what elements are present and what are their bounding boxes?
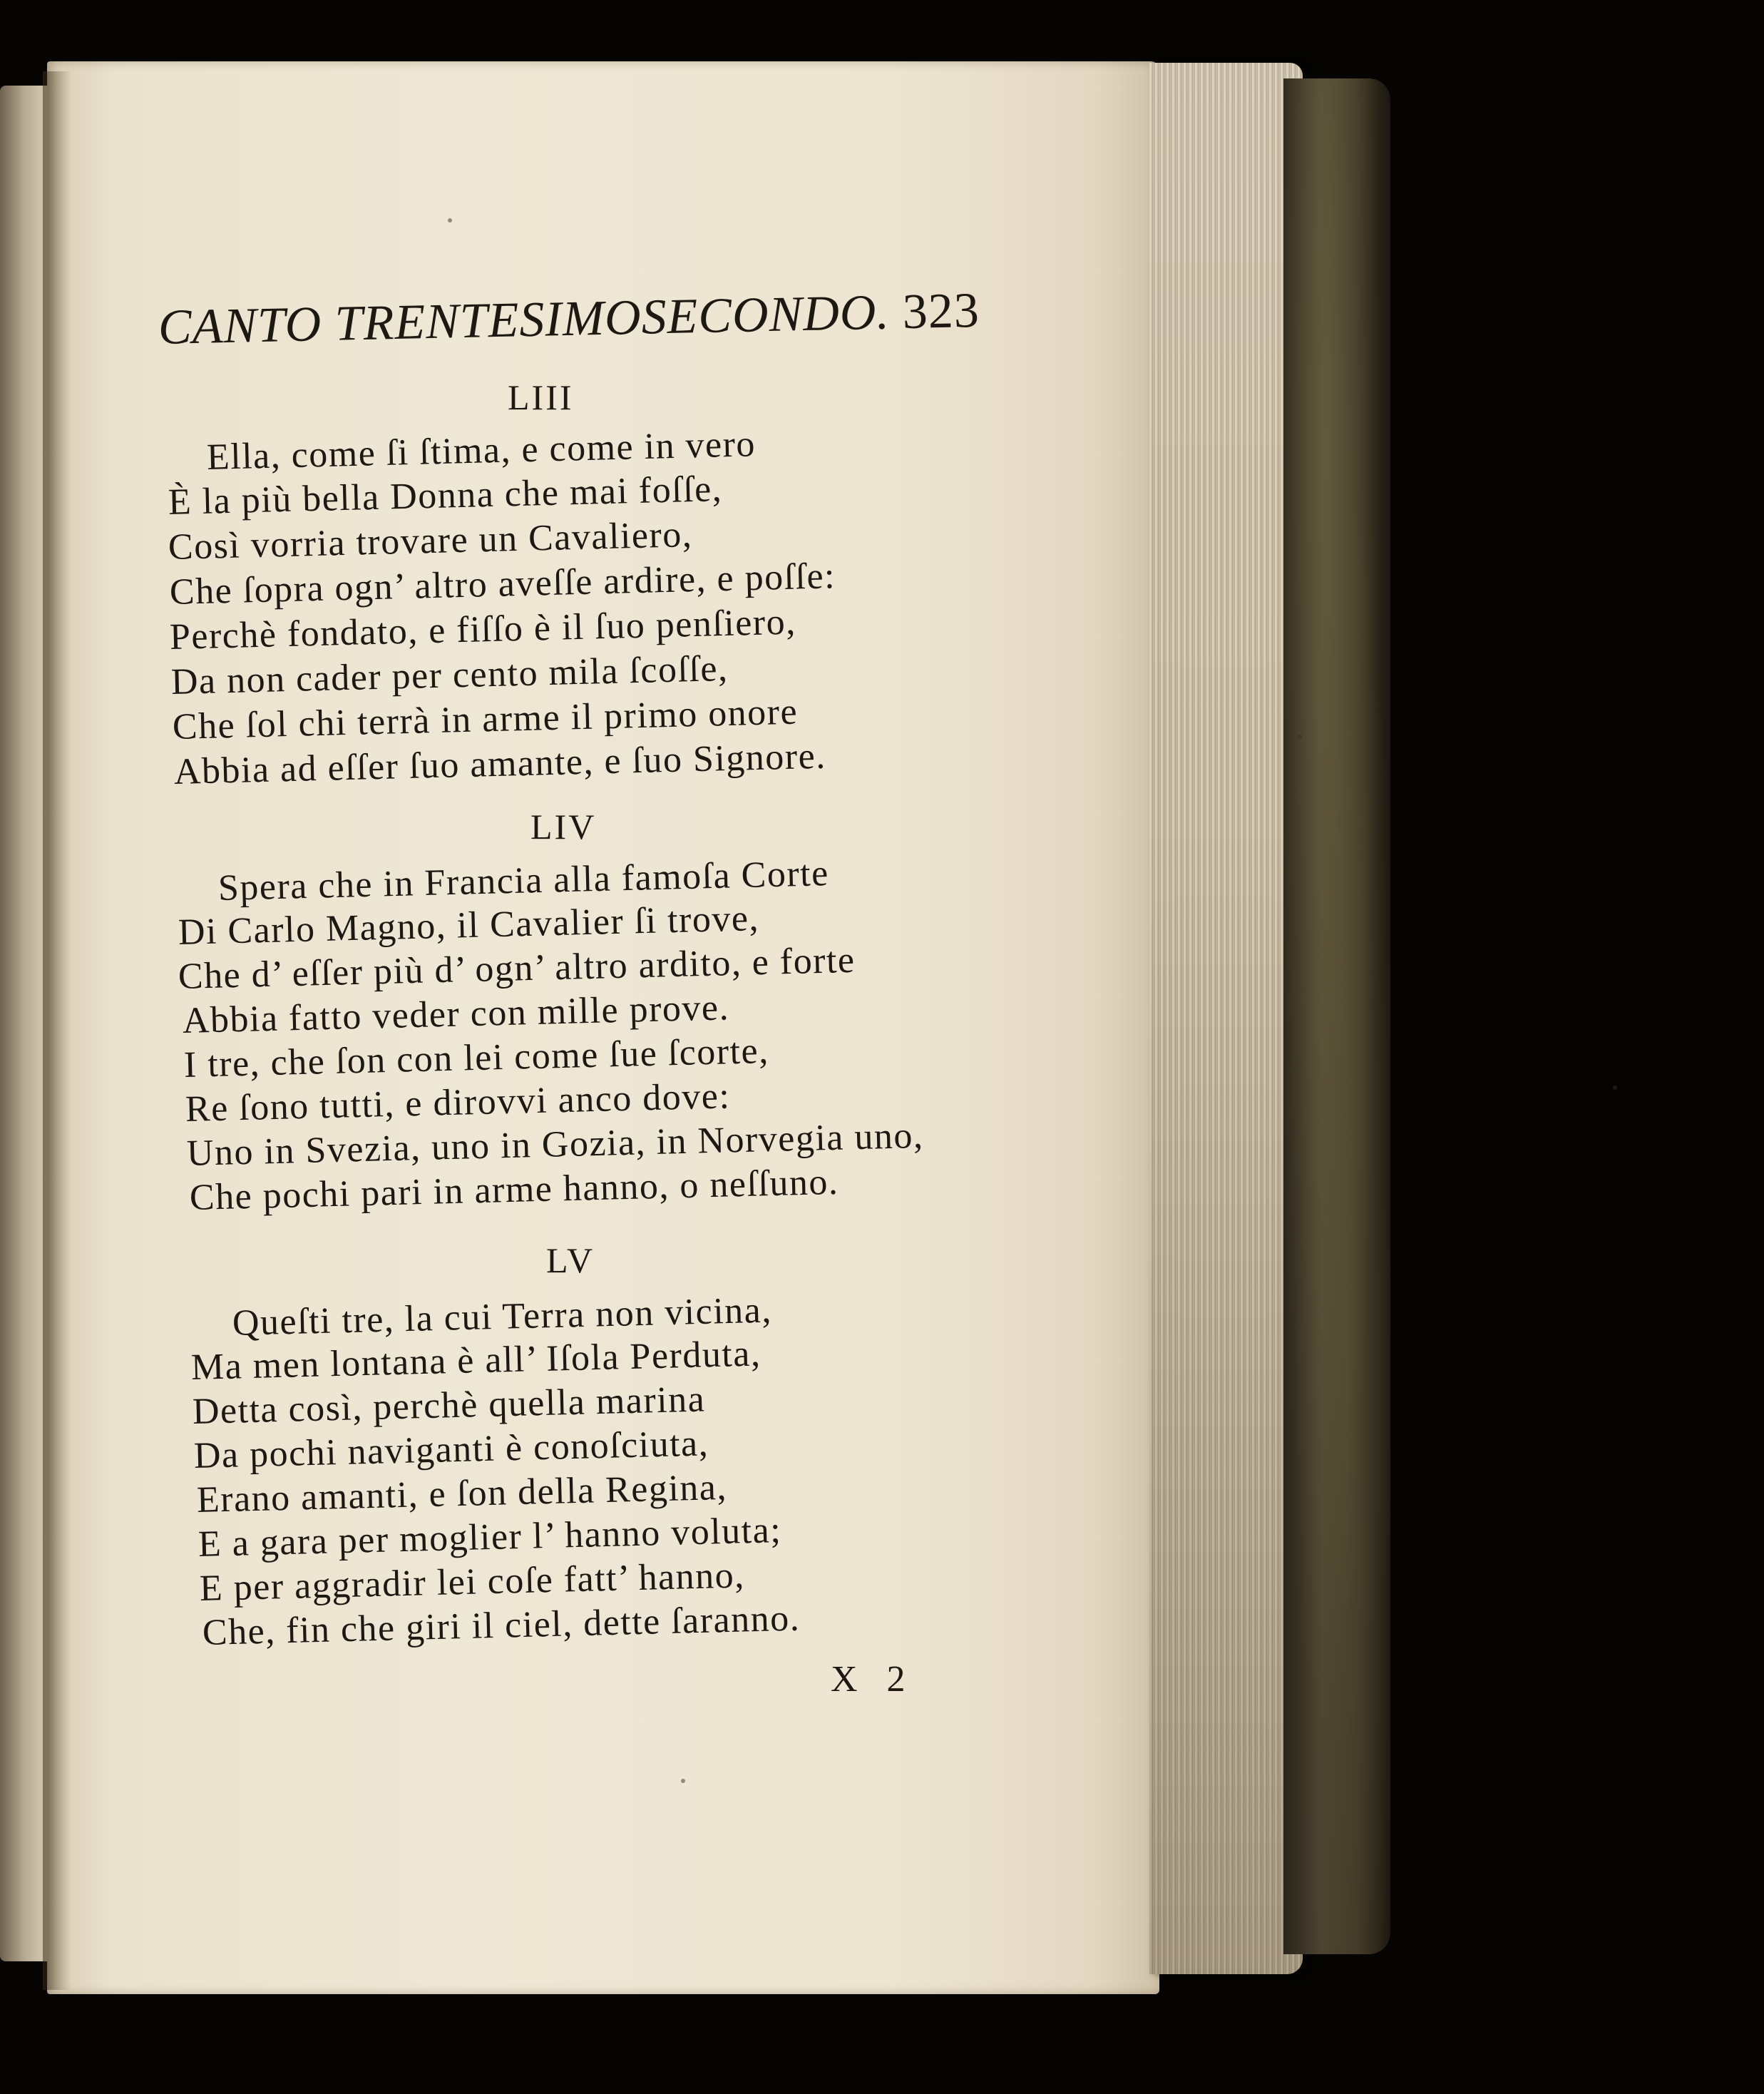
verse-line: Così vorria trovare un Cavaliero, <box>168 514 693 568</box>
verse-line: Da pochi naviganti è conoſciuta, <box>193 1423 709 1476</box>
verse-line: Di Carlo Magno, il Cavalier ſi trove, <box>178 898 760 953</box>
signature-mark: X 2 <box>831 1659 916 1700</box>
verse-line: E per aggradir lei coſe fatt’ hanno, <box>199 1555 746 1609</box>
stanza-number: LIV <box>530 807 597 847</box>
running-head <box>158 282 1015 364</box>
verse-line: Da non cader per cento mila ſcoſſe, <box>170 648 729 703</box>
verse-line: Detta così, perchè quella marina <box>192 1379 706 1432</box>
stanza-number: LV <box>546 1240 595 1280</box>
verse-line: Perchè fondato, e fiſſo è il ſuo penſiero, <box>169 601 797 658</box>
verse-line: Ella, come ſi ſtima, e come in vero <box>206 424 757 478</box>
verse-line: Uno in Svezia, uno in Gozia, in Norvegia uno, <box>186 1115 925 1174</box>
stanza-number: LIII <box>508 377 574 417</box>
verse-line: Spera che in Francia alla famoſa Corte <box>217 853 830 909</box>
verse-line: Che, fin che giri il ciel, dette ſaranno. <box>202 1598 801 1653</box>
verse-line: Abbia ad eſſer ſuo amante, e ſuo Signore. <box>173 735 827 792</box>
verse-line: E a gara per moglier l’ hanno voluta; <box>198 1510 782 1565</box>
page-number: 323 <box>902 282 980 340</box>
verse-line: Abbia fatto veder con mille prove. <box>182 987 730 1041</box>
running-head-title: CANTO TRENTESIMOSECONDO. <box>158 285 891 355</box>
verse-line: Queſti tre, la cui Terra non vicina, <box>232 1289 773 1344</box>
verse-line: Ma men lontana è all’ Iſola Perduta, <box>190 1333 762 1388</box>
verse-line: Che d’ eſſer più d’ ogn’ altro ardito, e forte <box>178 939 856 997</box>
verse-line: Re ſono tutti, e dirovvi anco dove: <box>185 1076 731 1130</box>
verse-line: Erano amanti, e ſon della Regina, <box>196 1466 728 1521</box>
verse-line: Che ſopra ogn’ altro aveſſe ardire, e poſſe: <box>169 556 836 613</box>
verse-line: Che pochi pari in arme hanno, o neſſuno. <box>189 1161 839 1218</box>
verse-line: È la più bella Donna che mai foſſe, <box>168 469 723 523</box>
verse-line: Che ſol chi terrà in arme il primo onore <box>172 691 799 747</box>
verse-line: I tre, che ſon con lei come ſue ſcorte, <box>183 1030 770 1086</box>
